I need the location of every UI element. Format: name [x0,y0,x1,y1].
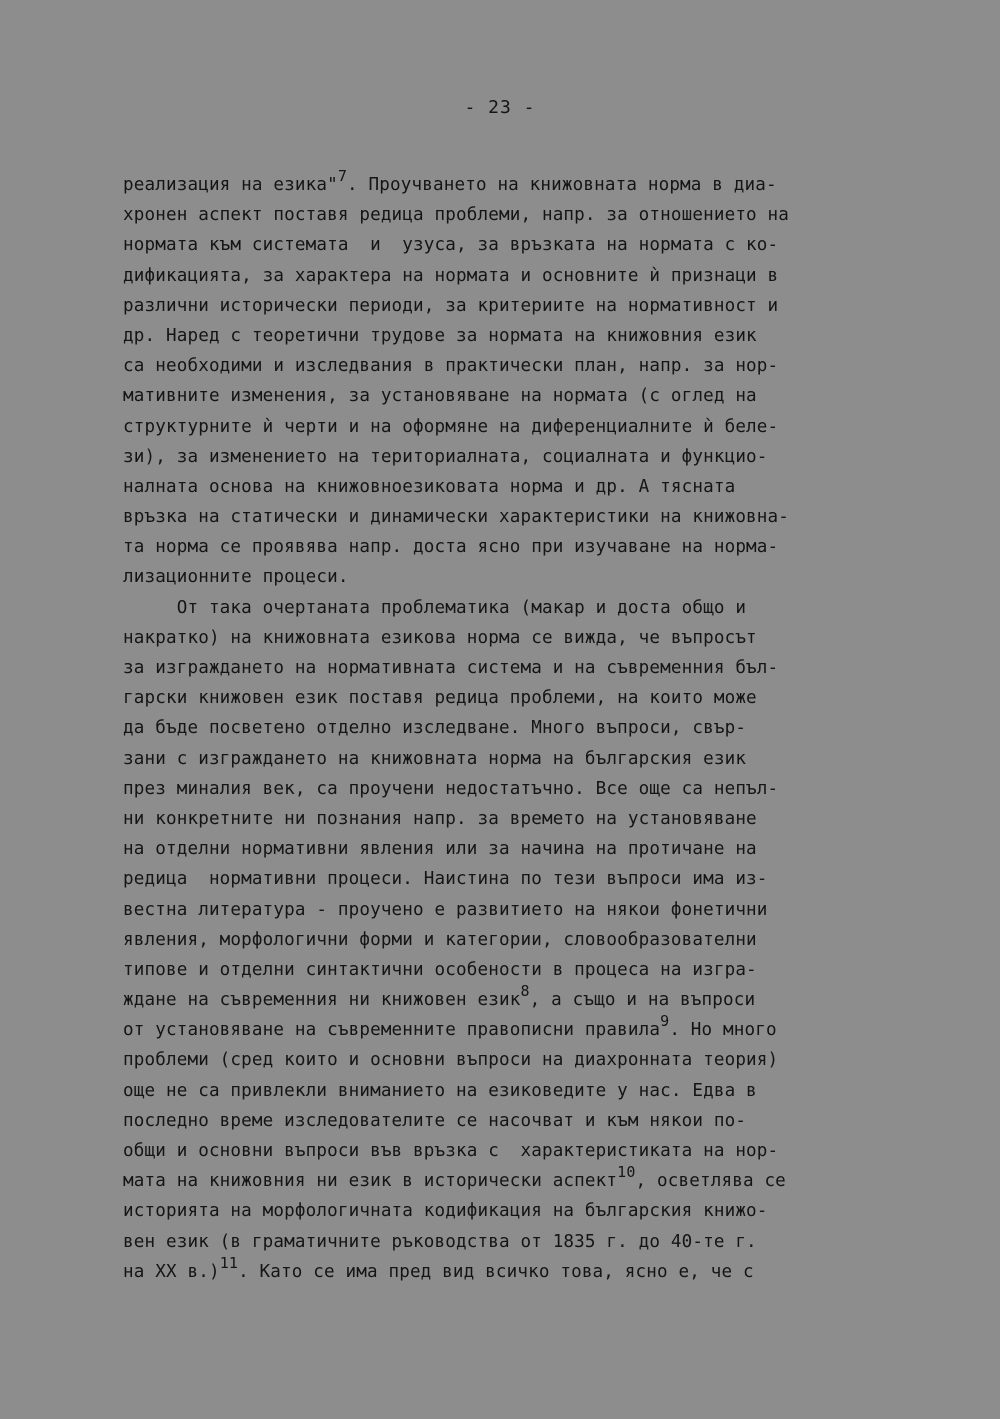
line-text: връзка на статически и динамически характеристики на книжовна- [123,507,790,528]
line-text: зи), за изменението на териториалната, социалната и функцио- [123,446,768,467]
text-line [123,1076,883,1106]
text-line [123,774,883,804]
line-text: редица нормативни процеси. Наистина по тези въпроси има из- [123,869,768,890]
text-line [123,1106,883,1136]
text-line [123,593,883,623]
line-text: мата на книжовния ни език в исторически аспект [123,1171,618,1192]
line-text: От така очертаната проблематика (макар и доста общо и [123,597,747,618]
line-text: нормата към системата и узуса, за връзката на нормата с ко- [123,235,779,256]
page-number: - 23 - [464,97,536,118]
text-line [123,1045,883,1075]
text-line [123,1196,883,1226]
line-text: хронен аспект поставя редица проблеми, напр. за отношението на [123,205,790,226]
footnote-marker: 11 [219,1253,239,1272]
text-line [123,261,883,291]
line-text: са необходими и изследвания в практически план, напр. за нор- [123,356,779,377]
line-text: проблеми (сред които и основни въпроси на диахронната теория) [123,1050,779,1071]
line-text: вестна литература - проучено е развитието на някои фонетични [123,899,768,920]
text-line [123,623,883,653]
line-text: реализация на езика" [123,175,338,195]
line-text: мативните изменения, за установяване на нормата (с оглед на [123,386,757,407]
footnote-marker: 7 [337,167,348,186]
text-line [123,895,883,925]
line-text: историята на морфологичната кодификация на българския книжо- [123,1201,768,1222]
line-text-continued: . Проучването на книжовната норма в диа- [347,175,777,195]
text-line [123,1012,883,1045]
text-line [123,321,883,351]
line-text-continued: , а също и на въпроси [529,990,756,1011]
line-text: да бъде посветено отделно изследване. Много въпроси, свър- [123,718,747,739]
text-line [123,502,883,532]
text-line [123,562,883,592]
line-text: ждане на съвременния ни книжовен език [123,990,521,1011]
line-text: гарски книжовен език поставя редица проблеми, на които може [123,688,757,709]
text-line [123,804,883,834]
line-text: явления, морфологични форми и категории, словообразователни [123,929,757,950]
text-line [123,1163,883,1196]
text-line [123,864,883,894]
text-line [123,442,883,472]
line-text: общи и основни въпроси във връзка с характеристиката на нор- [123,1141,779,1161]
text-line [123,472,883,502]
text-line [123,291,883,321]
text-line [123,834,883,864]
line-text: още не са привлекли вниманието на езиковедите у нас. Едва в [123,1080,757,1101]
text-line [123,713,883,743]
line-text: налната основа на книжовноезиковата норма и др. А тясната [123,476,736,497]
text-line [123,167,883,200]
line-text-continued: , осветлява се [635,1171,786,1192]
text-line [123,1227,883,1257]
line-text: за изграждането на нормативната система и на съвременния бъл- [123,658,779,678]
line-text: та норма се проявява напр. доста ясно при изучаване на норма- [123,537,779,558]
line-text: различни исторически периоди, за критериите на нормативност и [123,295,779,316]
text-line [123,1136,883,1166]
line-text: накратко) на книжовната езикова норма се вижда, че въпросът [123,627,757,648]
line-text-continued: . Като се има пред вид всичко това, ясно е, че с [238,1261,754,1282]
footnote-marker: 9 [660,1012,670,1031]
text-line [123,200,883,230]
body-text [123,167,883,1287]
text-line [123,955,883,985]
footnote-marker: 10 [617,1163,636,1182]
line-text: лизационните процеси. [123,567,349,588]
line-text: дификацията, за характера на нормата и основните ѝ признаци в [123,265,779,286]
text-line [123,230,883,260]
text-line [123,532,883,562]
line-text: на XX в.) [123,1261,220,1282]
line-text: др. Наред с теоретични трудове за нормата на книжовния език [123,325,757,346]
text-line [123,683,883,713]
text-line [123,982,883,1015]
line-text: от установяване на съвременните правописни правила [123,1020,661,1041]
line-text: на отделни нормативни явления или за начина на протичане на [123,839,757,860]
text-line [123,351,883,381]
line-text: вен език (в граматичните ръководства от 1835 г. до 40-те г. [123,1231,757,1252]
text-line [123,925,883,955]
line-text: типове и отделни синтактични особености в процеса на изгра- [123,959,757,980]
line-text: през миналия век, са проучени недостатъчно. Все още са непъл- [123,778,779,799]
footnote-marker: 8 [520,982,530,1001]
text-line [123,1253,883,1287]
text-line [123,381,883,411]
text-line [123,744,883,774]
text-line [123,412,883,442]
line-text: последно време изследователите се насочват и към някои по- [123,1110,747,1131]
line-text: структурните ѝ черти и на оформяне на диференциалните ѝ беле- [123,416,779,437]
text-line [123,653,883,683]
line-text-continued: . Но много [669,1020,777,1041]
line-text: ни конкретните ни познания напр. за времето на установяване [123,808,757,829]
line-text: зани с изграждането на книжовната норма на българския език [123,748,747,769]
